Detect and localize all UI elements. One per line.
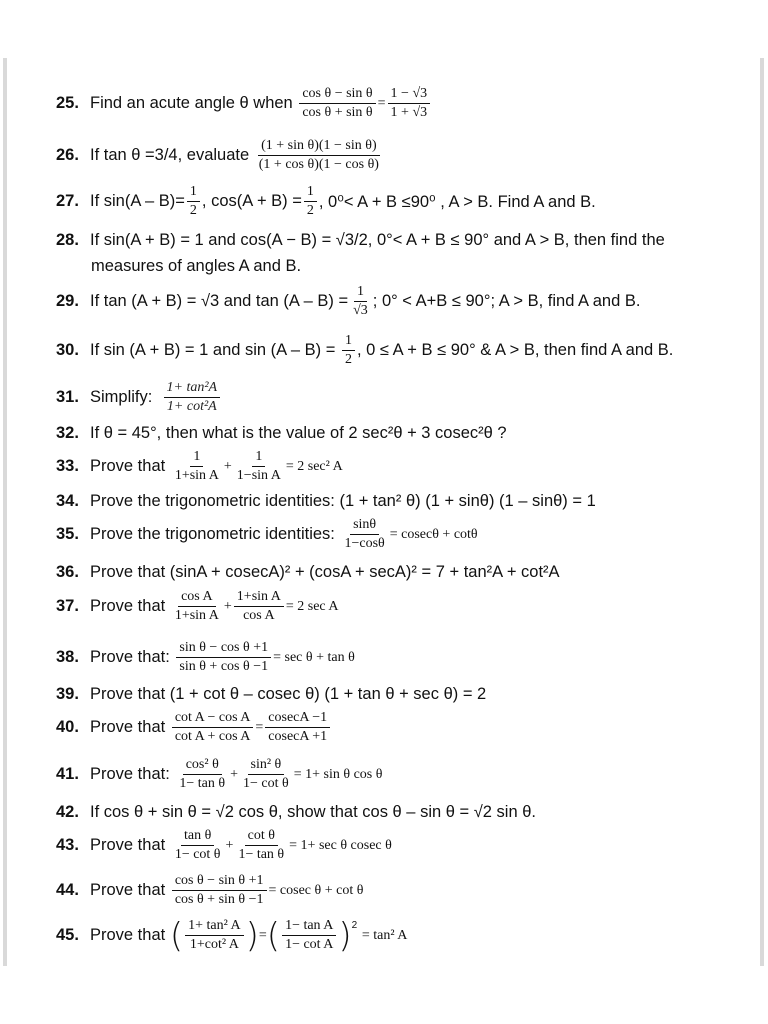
plus-sign: + — [225, 837, 234, 853]
question-text: Prove that (sinA + cosecA)² + (cosA + secA)² = 7 + tan²A + cot²A — [90, 563, 560, 581]
denominator: cos A — [243, 608, 275, 623]
denominator: cos θ + sin θ −1 — [174, 892, 264, 907]
right-hand-side: = tan² A — [361, 927, 408, 943]
equals-sign: = — [377, 95, 386, 111]
fraction — [341, 517, 387, 552]
question-35 — [56, 517, 478, 552]
plus-sign: + — [230, 766, 239, 782]
question-text: Prove that — [90, 597, 166, 615]
denominator: 1− cot θ — [243, 776, 289, 791]
numerator: sin² θ — [248, 757, 285, 775]
numerator: sinθ — [350, 517, 379, 535]
exponent: 2 — [351, 920, 358, 931]
right-paren: ) — [245, 915, 259, 956]
denominator: 1−sin A — [236, 468, 281, 483]
left-paren: ( — [266, 915, 281, 956]
denominator: 1− tan θ — [238, 847, 285, 862]
question-number: 36. — [56, 563, 79, 581]
denominator: √3 — [353, 303, 368, 318]
question-28-continuation: measures of angles A and B. — [91, 257, 302, 275]
denominator: 1+sin A — [174, 468, 219, 483]
numerator: tan θ — [181, 828, 214, 846]
fraction — [234, 449, 284, 484]
question-number: 27. — [56, 192, 79, 210]
question-41 — [56, 757, 382, 792]
denominator: (1 + cos θ)(1 − cos θ) — [258, 157, 379, 172]
numerator: 1 — [252, 449, 265, 467]
numerator: 1+ tan² A — [185, 918, 244, 936]
denominator: cos θ + sin θ — [302, 105, 373, 120]
left-margin-line — [3, 58, 7, 966]
equals-sign: = — [258, 927, 267, 943]
question-text: If tan θ =3/4, evaluate — [90, 146, 250, 164]
fraction — [342, 333, 355, 368]
question-text: If tan (A + B) = √3 and tan (A – B) = — [90, 292, 349, 310]
denominator: 1− cot θ — [174, 847, 221, 862]
denominator: 1+ cot²A — [166, 399, 217, 414]
numerator: 1+ tan²A — [164, 380, 221, 398]
numerator: 1 — [354, 284, 367, 302]
numerator: 1 — [187, 184, 200, 202]
numerator: 1− tan A — [282, 918, 336, 936]
numerator: cos θ − sin θ +1 — [172, 873, 267, 891]
right-margin-line — [760, 58, 764, 966]
question-28 — [56, 231, 665, 250]
right-hand-side: = 2 sec A — [285, 598, 339, 614]
denominator: sin θ + cos θ −1 — [179, 659, 269, 674]
question-27 — [56, 184, 596, 219]
question-text: If θ = 45°, then what is the value of 2 sec²θ + 3 cosec²θ ? — [90, 424, 507, 442]
fraction — [176, 640, 271, 675]
question-text: Prove that: — [90, 765, 170, 783]
question-text: Prove that — [90, 881, 166, 899]
question-text: Prove that — [90, 926, 166, 944]
question-text: Find an acute angle θ when — [90, 94, 293, 112]
question-number: 26. — [56, 146, 79, 164]
numerator: 1+sin A — [234, 589, 284, 607]
question-number: 43. — [56, 836, 79, 854]
plus-sign: + — [223, 458, 232, 474]
denominator: 1−cosθ — [344, 536, 385, 551]
fraction — [172, 873, 267, 908]
question-text: , 0⁰< A + B ≤90⁰ , A > B. Find A and B. — [318, 192, 596, 211]
numerator: cos A — [178, 589, 216, 607]
question-number: 37. — [56, 597, 79, 615]
right-paren: ) — [338, 915, 352, 956]
question-number: 31. — [56, 388, 79, 406]
question-32 — [56, 424, 507, 443]
fraction-lhs — [299, 86, 375, 121]
question-text: Prove that (1 + cot θ – cosec θ) (1 + tan θ + sec θ) = 2 — [90, 685, 487, 703]
question-30 — [56, 333, 673, 368]
denominator: 2 — [344, 352, 352, 367]
numerator: 1 − √3 — [388, 86, 431, 104]
numerator: (1 + sin θ)(1 − sin θ) — [258, 138, 380, 156]
fraction — [234, 589, 284, 624]
fraction-rhs — [388, 86, 431, 121]
question-text: Prove the trigonometric identities: (1 + tan² θ) (1 + sinθ) (1 – sinθ) = 1 — [90, 492, 596, 510]
fraction — [187, 184, 200, 219]
question-number: 39. — [56, 685, 79, 703]
numerator: cos θ − sin θ — [299, 86, 375, 104]
question-25 — [56, 86, 432, 121]
question-text: ; 0° < A+B ≤ 90°; A > B, find A and B. — [372, 292, 641, 310]
question-31 — [56, 380, 222, 415]
fraction — [235, 828, 287, 863]
right-hand-side: = 1+ sin θ cos θ — [293, 766, 383, 782]
question-text: Prove that — [90, 457, 166, 475]
fraction — [350, 284, 371, 319]
question-text: Prove the trigonometric identities: — [90, 525, 335, 543]
fraction — [304, 184, 317, 219]
question-40 — [56, 710, 332, 745]
right-hand-side: = 2 sec² A — [285, 458, 343, 474]
fraction — [185, 918, 244, 953]
denominator: 1 + √3 — [390, 105, 428, 120]
question-42 — [56, 803, 536, 822]
question-number: 34. — [56, 492, 79, 510]
numerator: 1 — [342, 333, 355, 351]
question-text: If sin(A + B) = 1 and cos(A − B) = √3/2, 0°< A + B ≤ 90° and A > B, then find the — [90, 231, 665, 249]
question-text: If cos θ + sin θ = √2 cos θ, show that cos θ – sin θ = √2 sin θ. — [90, 803, 536, 821]
question-number: 38. — [56, 648, 79, 666]
question-number: 41. — [56, 765, 79, 783]
question-number: 35. — [56, 525, 79, 543]
question-37 — [56, 589, 338, 624]
question-number: 29. — [56, 292, 79, 310]
fraction — [256, 138, 382, 173]
denominator: 2 — [189, 203, 197, 218]
plus-sign: + — [223, 598, 232, 614]
question-29 — [56, 284, 640, 319]
right-hand-side: = cosec θ + cot θ — [268, 882, 364, 898]
denominator: cosecA +1 — [268, 729, 328, 744]
question-number: 32. — [56, 424, 79, 442]
denominator: 1− cot A — [285, 937, 334, 952]
numerator: cot A − cos A — [172, 710, 254, 728]
question-text: Prove that — [90, 718, 166, 736]
numerator: cot θ — [245, 828, 278, 846]
numerator: sin θ − cos θ +1 — [176, 640, 271, 658]
numerator: 1 — [190, 449, 203, 467]
question-number: 42. — [56, 803, 79, 821]
question-number: 33. — [56, 457, 79, 475]
question-44 — [56, 873, 363, 908]
question-39 — [56, 685, 486, 704]
fraction — [164, 380, 221, 415]
numerator: cos² θ — [183, 757, 222, 775]
left-paren: ( — [169, 915, 184, 956]
denominator: cot A + cos A — [174, 729, 251, 744]
question-38 — [56, 640, 355, 675]
question-number: 25. — [56, 94, 79, 112]
question-text: , 0 ≤ A + B ≤ 90° & A > B, then find A and B. — [356, 341, 674, 359]
question-number: 28. — [56, 231, 79, 249]
question-number: 40. — [56, 718, 79, 736]
question-number: 44. — [56, 881, 79, 899]
question-33 — [56, 449, 343, 484]
question-text: Prove that: — [90, 648, 170, 666]
question-text: , cos(A + B) = — [201, 192, 302, 210]
fraction — [240, 757, 292, 792]
right-hand-side: = cosecθ + cotθ — [389, 526, 478, 542]
question-text: If sin(A – B)= — [90, 192, 185, 210]
numerator: 1 — [304, 184, 317, 202]
question-text: Prove that — [90, 836, 166, 854]
question-text: If sin (A + B) = 1 and sin (A – B) = — [90, 341, 336, 359]
fraction — [172, 828, 224, 863]
fraction — [172, 710, 254, 745]
denominator: 1+sin A — [174, 608, 219, 623]
right-hand-side: = 1+ sec θ cosec θ — [289, 837, 392, 853]
fraction — [172, 589, 222, 624]
question-45 — [56, 915, 408, 956]
fraction — [176, 757, 228, 792]
question-34 — [56, 492, 596, 511]
fraction — [172, 449, 222, 484]
question-number: 30. — [56, 341, 79, 359]
denominator: 2 — [306, 203, 314, 218]
equals-sign: = — [255, 719, 264, 735]
question-43 — [56, 828, 392, 863]
question-36 — [56, 563, 560, 582]
denominator: 1+cot² A — [189, 937, 239, 952]
fraction — [265, 710, 330, 745]
question-text: Simplify: — [90, 388, 153, 406]
numerator: cosecA −1 — [265, 710, 330, 728]
question-26 — [56, 138, 384, 173]
fraction — [282, 918, 336, 953]
right-hand-side: = sec θ + tan θ — [273, 649, 355, 665]
question-number: 45. — [56, 926, 79, 944]
denominator: 1− tan θ — [179, 776, 226, 791]
